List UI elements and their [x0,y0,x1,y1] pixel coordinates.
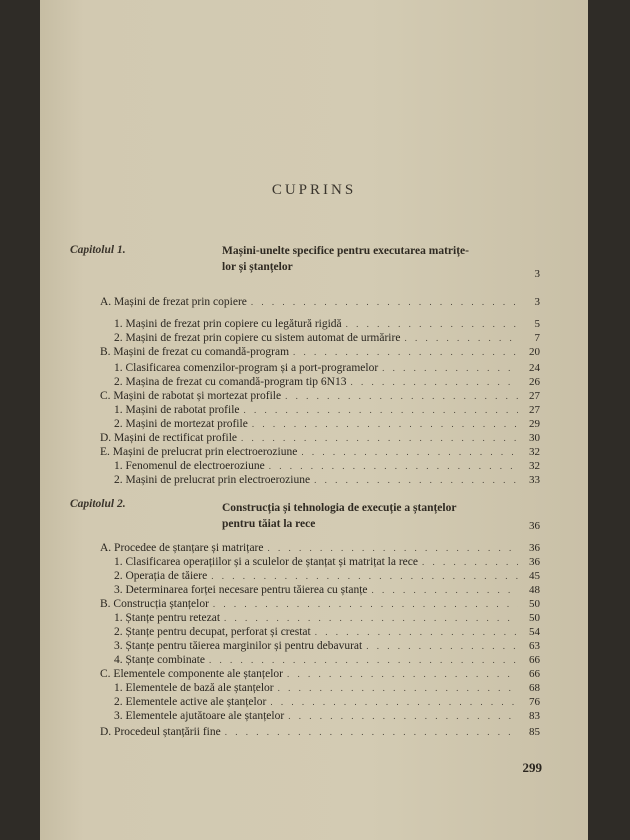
leader-dots [346,318,518,331]
toc-entry-page: 24 [529,362,540,374]
toc-entry [114,404,540,417]
chapter-1-title [222,243,522,275]
chapter-1-page: 3 [534,268,540,280]
toc-entry [100,668,540,681]
toc-entry [114,318,540,331]
toc-entry [100,542,540,555]
toc-entry-text: 1. Mașini de frezat prin copiere cu legătură rigidă [114,318,342,330]
toc-entry-text: 2. Operația de tăiere [114,570,208,582]
leader-dots [422,556,518,569]
toc-entry-text: 3. Ștanțe pentru tăierea marginilor și pentru debavurat [114,640,363,652]
toc-entry-text: A. Procedee de ștanțare și matrițare [100,542,264,554]
toc-entry [114,418,540,431]
toc-entry-text: A. Mașini de frezat prin copiere [100,296,247,308]
toc-entry-page: 5 [534,318,540,330]
toc-entry-text: 2. Elementele active ale ștanțelor [114,696,267,708]
toc-entry-page: 85 [529,726,540,738]
toc-entry-page: 48 [529,584,540,596]
toc-entry-text: 1. Ștanțe pentru retezat [114,612,221,624]
leader-dots [213,598,518,611]
toc-entry-page: 30 [529,432,540,444]
toc-entry-text: 2. Mașini de frezat prin copiere cu sistem automat de urmărire [114,332,401,344]
toc-entry [114,710,540,723]
leader-dots [372,584,519,597]
toc-entry-text: 3. Elementele ajutătoare ale ștanțelor [114,710,285,722]
toc-entry-text: B. Construcția ștanțelor [100,598,209,610]
toc-entry-page: 32 [529,460,540,472]
toc-entry [114,556,540,569]
toc-entry-page: 63 [529,640,540,652]
toc-entry [100,432,540,445]
leader-dots [241,432,518,445]
toc-entry [114,332,540,345]
leader-dots [251,296,518,309]
toc-entry [100,446,540,459]
toc-entry-text: E. Mașini de prelucrat prin electroeroziune [100,446,298,458]
leader-dots [270,696,518,709]
leader-dots [211,570,518,583]
toc-entry-page: 83 [529,710,540,722]
chapter-2-title-line: Construcția și tehnologia de execuție a ștanțelor [222,502,457,514]
toc-entry [114,376,540,389]
leader-dots [267,542,518,555]
toc-entry-text: 2. Mașini de prelucrat prin electroeroziune [114,474,311,486]
toc-entry [100,598,540,611]
toc-entry-text: C. Elementele componente ale ștanțelor [100,668,283,680]
chapter-2-label: Capitolul 2. [70,498,126,510]
toc-entry [114,584,540,597]
leader-dots [285,390,518,403]
toc-entry [114,696,540,709]
leader-dots [287,668,518,681]
leader-dots [314,474,518,487]
toc-entry-page: 54 [529,626,540,638]
leader-dots [244,404,518,417]
toc-entry-page: 66 [529,654,540,666]
book-page [40,0,588,840]
toc-entry-page: 3 [534,296,540,308]
toc-entry [114,612,540,625]
leader-dots [404,332,518,345]
toc-entry [100,296,540,309]
toc-entry-text: 2. Mașini de mortezat profile [114,418,248,430]
chapter-1-title-line: lor și ștanțelor [222,261,293,273]
leader-dots [350,376,518,389]
leader-dots [269,460,518,473]
leader-dots [252,418,518,431]
chapter-2-title-line: pentru tăiat la rece [222,518,316,530]
toc-entry [100,390,540,403]
toc-entry [114,654,540,667]
toc-entry-text: D. Procedeul ștanțării fine [100,726,221,738]
toc-entry-page: 66 [529,668,540,680]
toc-entry-text: 1. Elementele de bază ale ștanțelor [114,682,274,694]
leader-dots [225,726,518,739]
toc-entry-page: 76 [529,696,540,708]
toc-entry-page: 33 [529,474,540,486]
toc-entry-text: 2. Mașina de frezat cu comandă-program tip 6N13 [114,376,347,388]
toc-entry-page: 26 [529,376,540,388]
chapter-2-page: 36 [529,520,540,532]
leader-dots [301,446,518,459]
toc-entry [114,460,540,473]
leader-dots [366,640,518,653]
leader-dots [288,710,518,723]
leader-dots [293,346,518,359]
toc-entry-page: 68 [529,682,540,694]
toc-entry-text: 1. Clasificarea operațiilor și a sculelor de ștanțat și matrițat la rece [114,556,418,568]
toc-entry-text: 1. Fenomenul de electroeroziune [114,460,265,472]
leader-dots [278,682,518,695]
toc-entry [100,726,540,739]
leader-dots [315,626,518,639]
toc-entry-page: 27 [529,404,540,416]
page-number: 299 [522,760,542,775]
toc-entry [100,346,540,359]
toc-entry [114,570,540,583]
toc-entry-page: 32 [529,446,540,458]
toc-entry [114,682,540,695]
toc-entry-text: 1. Mașini de rabotat profile [114,404,240,416]
chapter-1-label: Capitolul 1. [70,244,126,256]
toc-entry-page: 27 [529,390,540,402]
toc-entry [114,626,540,639]
toc-entry-page: 50 [529,598,540,610]
toc-entry-page: 36 [529,556,540,568]
toc-entry [114,362,540,375]
toc-entry [114,474,540,487]
toc-entry-text: D. Mașini de rectificat profile [100,432,237,444]
chapter-2-title [222,500,522,532]
toc-entry-page: 29 [529,418,540,430]
toc-entry-text: B. Mașini de frezat cu comandă-program [100,346,290,358]
page-title: CUPRINS [271,182,357,198]
toc-entry-text: C. Mașini de rabotat și mortezat profile [100,390,282,402]
toc-entry-text: 2. Ștanțe pentru decupat, perforat și crestat [114,626,311,638]
leader-dots [209,654,518,667]
toc-entry-text: 1. Clasificarea comenzilor-program și a port-programelor [114,362,379,374]
toc-entry-text: 3. Determinarea forței necesare pentru tăierea cu ștanțe [114,584,368,596]
toc-entry [114,640,540,653]
chapter-1-title-line: Mașini-unelte specifice pentru executarea matrițe- [222,245,469,257]
toc-entry-text: 4. Ștanțe combinate [114,654,206,666]
leader-dots [224,612,518,625]
toc-entry-page: 20 [529,346,540,358]
toc-entry-page: 50 [529,612,540,624]
toc-entry-page: 7 [534,332,540,344]
toc-entry-page: 36 [529,542,540,554]
leader-dots [382,362,518,375]
toc-entry-page: 45 [529,570,540,582]
